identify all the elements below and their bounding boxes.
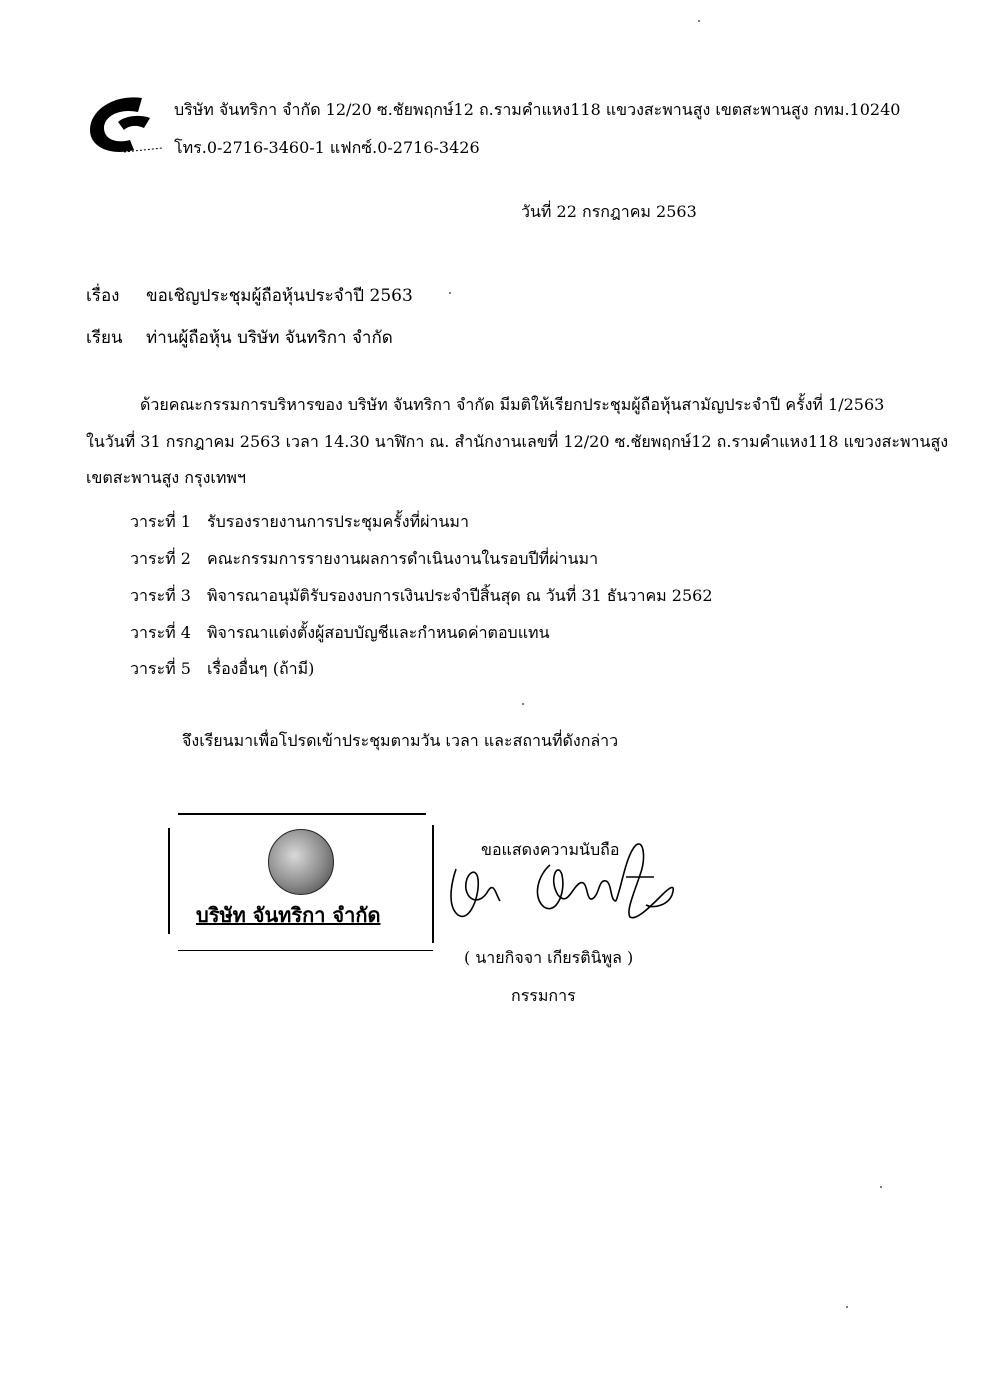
agenda-label-5: วาระที่ 5 [130,659,191,678]
agenda-text-1: รับรองรายงานการประชุมครั้งที่ผ่านมา [207,512,469,531]
agenda-label-1: วาระที่ 1 [130,512,191,531]
stamp-border-top [178,813,426,815]
company-logo-icon [84,92,164,162]
subject-label: เรื่อง [86,286,120,306]
signer-name: ( นายกิจจา เกียรตินิพูล ) [464,948,634,967]
agenda-text-5: เรื่องอื่นๆ (ถ้ามี) [207,659,315,678]
agenda-label-4: วาระที่ 4 [130,623,191,642]
scan-speck [698,20,700,22]
stamp-border-bottom [178,950,433,951]
stamp-seal-icon [268,829,334,895]
handwritten-signature [440,835,680,925]
letter-date: วันที่ 22 กรกฎาคม 2563 [521,202,697,221]
scan-speck [449,292,451,294]
agenda-text-4: พิจารณาแต่งตั้งผู้สอบบัญชีและกำหนดค่าตอบแทน [207,623,550,642]
agenda-label-2: วาระที่ 2 [130,549,191,568]
stamp-border-left [168,828,170,934]
scan-speck [880,1186,882,1188]
scan-speck [522,703,524,705]
letterhead-address: บริษัท จันทริกา จำกัด 12/20 ซ.ชัยพฤกษ์12 ถ.รามคำแหง118 แขวงสะพานสูง เขตสะพานสูง กทม.10240 [174,100,901,119]
scan-speck [846,1306,848,1308]
agenda-label-3: วาระที่ 3 [130,586,191,605]
signature-regards: ขอแสดงความนับถือ [481,840,620,859]
body-line-3: เขตสะพานสูง กรุงเทพฯ [86,468,246,487]
signer-position: กรรมการ [511,986,576,1005]
subject-text: ขอเชิญประชุมผู้ถือหุ้นประจำปี 2563 [146,286,413,306]
letterhead-contact: โทร.0-2716-3460-1 แฟกซ์.0-2716-3426 [174,138,480,157]
stamp-company-name: บริษัท จันทริกา จำกัด [196,903,381,927]
closing-text: จึงเรียนมาเพื่อโปรดเข้าประชุมตามวัน เวลา และสถานที่ดังกล่าว [182,731,619,750]
body-line-1: ด้วยคณะกรรมการบริหารของ บริษัท จันทริกา จำกัด มีมติให้เรียกประชุมผู้ถือหุ้นสามัญประจำปี ครั้งที่ 1/2563 [140,395,885,414]
recipient-text: ท่านผู้ถือหุ้น บริษัท จันทริกา จำกัด [146,328,393,348]
agenda-text-3: พิจารณาอนุมัติรับรองงบการเงินประจำปีสิ้นสุด ณ วันที่ 31 ธันวาคม 2562 [207,586,713,605]
agenda-text-2: คณะกรรมการรายงานผลการดำเนินงานในรอบปีที่ผ่านมา [207,549,599,568]
stamp-border-right [432,825,434,943]
recipient-label: เรียน [86,328,123,348]
body-line-2: ในวันที่ 31 กรกฎาคม 2563 เวลา 14.30 นาฬิกา ณ. สำนักงานเลขที่ 12/20 ซ.ชัยพฤกษ์12 ถ.รามคำแหง118 แขวงสะพานสูง [86,432,949,451]
